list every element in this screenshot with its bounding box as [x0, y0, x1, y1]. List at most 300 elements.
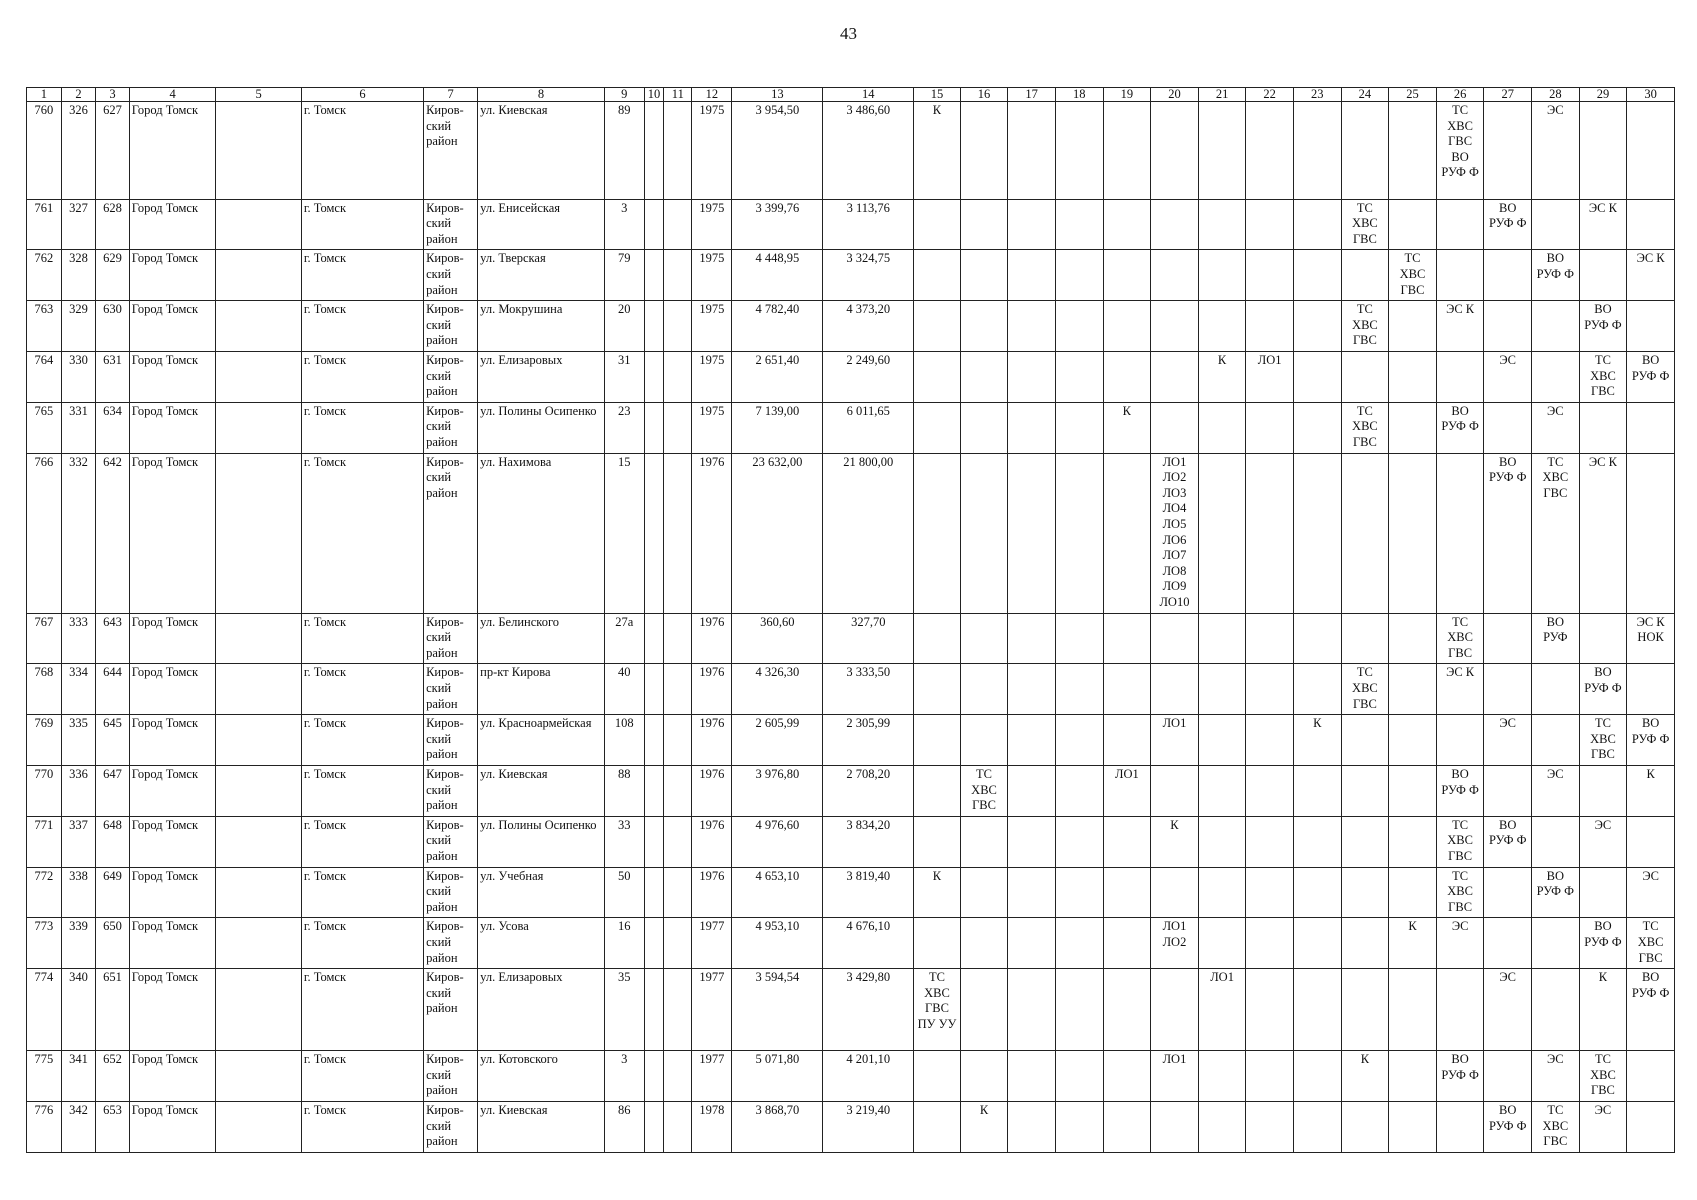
table-cell-col-27: ЭС: [1484, 351, 1532, 402]
table-cell-col-22: ЛО1: [1246, 351, 1294, 402]
table-cell-col-27: [1484, 102, 1532, 200]
table-cell-col-25: [1389, 664, 1437, 715]
table-cell-col-9: 108: [604, 715, 644, 766]
table-cell-col-28: [1532, 301, 1580, 352]
column-header-18: 18: [1055, 88, 1103, 102]
table-cell-col-12: 1975: [692, 402, 732, 453]
table-cell-col-13: 4 326,30: [732, 664, 823, 715]
table-cell-col-1: 762: [27, 250, 62, 301]
table-cell-col-18: [1055, 715, 1103, 766]
table-cell-col-28: [1532, 351, 1580, 402]
table-cell-col-2: 331: [61, 402, 96, 453]
table-cell-col-30: [1627, 199, 1675, 250]
table-cell-col-25: [1389, 715, 1437, 766]
table-cell-col-1: 766: [27, 453, 62, 613]
table-cell-col-2: 328: [61, 250, 96, 301]
table-cell-col-6: г. Томск: [301, 301, 423, 352]
table-cell-col-10: [644, 715, 663, 766]
table-cell-col-19: [1103, 664, 1151, 715]
table-cell-col-8: ул. Полины Осипенко: [478, 816, 605, 867]
table-cell-col-23: [1293, 1101, 1341, 1152]
table-cell-col-2: 336: [61, 765, 96, 816]
table-cell-col-19: [1103, 918, 1151, 969]
table-cell-col-11: [664, 250, 692, 301]
table-cell-col-8: ул. Полины Осипенко: [478, 402, 605, 453]
table-cell-col-15: [914, 402, 961, 453]
table-cell-col-8: ул. Белинского: [478, 613, 605, 664]
table-cell-col-24: [1341, 453, 1389, 613]
column-header-6: 6: [301, 88, 423, 102]
table-cell-col-11: [664, 199, 692, 250]
table-cell-col-25: [1389, 199, 1437, 250]
table-cell-col-10: [644, 301, 663, 352]
table-cell-col-1: 761: [27, 199, 62, 250]
table-cell-col-5: [216, 816, 301, 867]
table-cell-col-28: [1532, 199, 1580, 250]
table-cell-col-9: 3: [604, 199, 644, 250]
table-cell-col-15: [914, 1101, 961, 1152]
table-cell-col-17: [1008, 1051, 1056, 1102]
column-header-15: 15: [914, 88, 961, 102]
table-cell-col-7: Киров- ский район: [424, 664, 478, 715]
table-cell-col-21: [1198, 715, 1246, 766]
table-cell-col-20: ЛО1: [1151, 715, 1199, 766]
table-cell-col-11: [664, 1051, 692, 1102]
table-cell-col-8: ул. Киевская: [478, 1101, 605, 1152]
table-cell-col-18: [1055, 301, 1103, 352]
table-cell-col-26: [1436, 250, 1484, 301]
table-cell-col-26: ТС ХВС ГВС: [1436, 613, 1484, 664]
table-cell-col-21: [1198, 250, 1246, 301]
table-cell-col-25: [1389, 1101, 1437, 1152]
table-cell-col-13: 3 399,76: [732, 199, 823, 250]
table-cell-col-13: 4 976,60: [732, 816, 823, 867]
table-cell-col-20: [1151, 250, 1199, 301]
table-cell-col-24: ТС ХВС ГВС: [1341, 402, 1389, 453]
table-cell-col-21: ЛО1: [1198, 969, 1246, 1051]
table-cell-col-22: [1246, 867, 1294, 918]
table-row: [27, 715, 1675, 766]
table-cell-col-5: [216, 918, 301, 969]
table-cell-col-24: ТС ХВС ГВС: [1341, 664, 1389, 715]
table-cell-col-25: ТС ХВС ГВС: [1389, 250, 1437, 301]
table-cell-col-15: [914, 715, 961, 766]
table-cell-col-23: [1293, 301, 1341, 352]
table-cell-col-12: 1976: [692, 765, 732, 816]
table-cell-col-29: ВО РУФ Ф: [1579, 918, 1627, 969]
table-cell-col-17: [1008, 664, 1056, 715]
table-cell-col-28: ЭС: [1532, 102, 1580, 200]
table-cell-col-28: ВО РУФ Ф: [1532, 250, 1580, 301]
table-cell-col-5: [216, 199, 301, 250]
table-cell-col-21: [1198, 402, 1246, 453]
table-cell-col-30: ЭС: [1627, 867, 1675, 918]
table-cell-col-18: [1055, 102, 1103, 200]
table-cell-col-11: [664, 301, 692, 352]
table-cell-col-1: 771: [27, 816, 62, 867]
table-cell-col-25: [1389, 613, 1437, 664]
table-cell-col-14: 3 834,20: [823, 816, 914, 867]
table-cell-col-27: ВО РУФ Ф: [1484, 453, 1532, 613]
table-cell-col-15: К: [914, 102, 961, 200]
table-cell-col-1: 774: [27, 969, 62, 1051]
table-cell-col-11: [664, 867, 692, 918]
table-cell-col-28: [1532, 969, 1580, 1051]
table-cell-col-5: [216, 1051, 301, 1102]
table-cell-col-26: [1436, 969, 1484, 1051]
table-cell-col-16: [960, 664, 1008, 715]
table-cell-col-18: [1055, 613, 1103, 664]
table-cell-col-11: [664, 715, 692, 766]
table-cell-col-16: [960, 453, 1008, 613]
table-cell-col-12: 1978: [692, 1101, 732, 1152]
table-cell-col-23: [1293, 250, 1341, 301]
table-cell-col-11: [664, 1101, 692, 1152]
table-cell-col-19: [1103, 816, 1151, 867]
table-cell-col-11: [664, 613, 692, 664]
table-cell-col-27: [1484, 867, 1532, 918]
table-cell-col-27: ВО РУФ Ф: [1484, 199, 1532, 250]
column-header-1: 1: [27, 88, 62, 102]
table-cell-col-27: ЭС: [1484, 969, 1532, 1051]
column-header-26: 26: [1436, 88, 1484, 102]
table-cell-col-23: [1293, 765, 1341, 816]
table-cell-col-18: [1055, 351, 1103, 402]
table-cell-col-8: ул. Усова: [478, 918, 605, 969]
table-cell-col-10: [644, 453, 663, 613]
table-cell-col-4: Город Томск: [129, 199, 216, 250]
table-cell-col-8: ул. Учебная: [478, 867, 605, 918]
table-cell-col-13: 4 953,10: [732, 918, 823, 969]
table-cell-col-4: Город Томск: [129, 969, 216, 1051]
table-row: [27, 102, 1675, 200]
table-cell-col-6: г. Томск: [301, 613, 423, 664]
table-cell-col-4: Город Томск: [129, 715, 216, 766]
table-cell-col-20: [1151, 867, 1199, 918]
table-cell-col-7: Киров- ский район: [424, 816, 478, 867]
table-cell-col-13: 23 632,00: [732, 453, 823, 613]
table-cell-col-29: ЭС: [1579, 1101, 1627, 1152]
table-cell-col-25: [1389, 453, 1437, 613]
table-cell-col-4: Город Томск: [129, 664, 216, 715]
table-cell-col-1: 770: [27, 765, 62, 816]
table-cell-col-2: 341: [61, 1051, 96, 1102]
table-cell-col-1: 772: [27, 867, 62, 918]
table-cell-col-24: [1341, 250, 1389, 301]
table-cell-col-8: ул. Киевская: [478, 102, 605, 200]
table-cell-col-9: 40: [604, 664, 644, 715]
table-cell-col-20: ЛО1 ЛО2: [1151, 918, 1199, 969]
table-cell-col-4: Город Томск: [129, 402, 216, 453]
table-cell-col-4: Город Томск: [129, 250, 216, 301]
table-cell-col-24: [1341, 765, 1389, 816]
table-cell-col-25: [1389, 402, 1437, 453]
table-cell-col-10: [644, 918, 663, 969]
table-cell-col-4: Город Томск: [129, 1101, 216, 1152]
table-cell-col-18: [1055, 918, 1103, 969]
table-cell-col-17: [1008, 867, 1056, 918]
table-cell-col-13: 3 954,50: [732, 102, 823, 200]
table-cell-col-5: [216, 402, 301, 453]
table-row: [27, 199, 1675, 250]
table-cell-col-18: [1055, 1101, 1103, 1152]
table-cell-col-15: [914, 918, 961, 969]
table-cell-col-22: [1246, 816, 1294, 867]
table-cell-col-16: [960, 351, 1008, 402]
table-cell-col-29: ТС ХВС ГВС: [1579, 715, 1627, 766]
table-row: [27, 613, 1675, 664]
table-cell-col-20: [1151, 199, 1199, 250]
table-cell-col-30: ВО РУФ Ф: [1627, 969, 1675, 1051]
table-cell-col-28: ЭС: [1532, 402, 1580, 453]
table-cell-col-9: 50: [604, 867, 644, 918]
table-cell-col-20: [1151, 613, 1199, 664]
table-cell-col-13: 7 139,00: [732, 402, 823, 453]
table-row: [27, 301, 1675, 352]
table-cell-col-21: [1198, 765, 1246, 816]
table-cell-col-16: [960, 301, 1008, 352]
column-header-8: 8: [478, 88, 605, 102]
table-cell-col-16: [960, 715, 1008, 766]
table-cell-col-18: [1055, 1051, 1103, 1102]
table-cell-col-10: [644, 199, 663, 250]
table-cell-col-18: [1055, 250, 1103, 301]
table-cell-col-9: 88: [604, 765, 644, 816]
table-cell-col-10: [644, 613, 663, 664]
table-cell-col-6: г. Томск: [301, 351, 423, 402]
column-header-2: 2: [61, 88, 96, 102]
table-cell-col-1: 773: [27, 918, 62, 969]
table-cell-col-11: [664, 351, 692, 402]
table-cell-col-3: 653: [96, 1101, 130, 1152]
table-cell-col-21: [1198, 867, 1246, 918]
table-cell-col-15: [914, 351, 961, 402]
table-cell-col-14: 3 819,40: [823, 867, 914, 918]
table-cell-col-9: 27а: [604, 613, 644, 664]
table-cell-col-8: ул. Красноармейская: [478, 715, 605, 766]
column-header-14: 14: [823, 88, 914, 102]
table-cell-col-16: [960, 402, 1008, 453]
table-cell-col-29: ТС ХВС ГВС: [1579, 351, 1627, 402]
table-cell-col-4: Город Томск: [129, 765, 216, 816]
table-cell-col-6: г. Томск: [301, 1101, 423, 1152]
table-cell-col-3: 631: [96, 351, 130, 402]
table-cell-col-13: 4 653,10: [732, 867, 823, 918]
table-cell-col-14: 3 486,60: [823, 102, 914, 200]
table-cell-col-13: 3 868,70: [732, 1101, 823, 1152]
table-cell-col-28: ТС ХВС ГВС: [1532, 453, 1580, 613]
table-cell-col-4: Город Томск: [129, 1051, 216, 1102]
table-cell-col-29: ВО РУФ Ф: [1579, 301, 1627, 352]
table-cell-col-9: 86: [604, 1101, 644, 1152]
table-cell-col-29: [1579, 613, 1627, 664]
table-cell-col-1: 765: [27, 402, 62, 453]
table-cell-col-14: 3 324,75: [823, 250, 914, 301]
table-cell-col-16: [960, 613, 1008, 664]
table-cell-col-30: [1627, 1051, 1675, 1102]
column-header-11: 11: [664, 88, 692, 102]
table-row: [27, 918, 1675, 969]
column-header-27: 27: [1484, 88, 1532, 102]
table-cell-col-27: ЭС: [1484, 715, 1532, 766]
table-cell-col-28: ЭС: [1532, 765, 1580, 816]
table-cell-col-12: 1977: [692, 1051, 732, 1102]
table-cell-col-24: [1341, 102, 1389, 200]
table-cell-col-13: 4 448,95: [732, 250, 823, 301]
table-cell-col-25: [1389, 351, 1437, 402]
table-cell-col-1: 767: [27, 613, 62, 664]
table-cell-col-26: ТС ХВС ГВС: [1436, 867, 1484, 918]
column-header-16: 16: [960, 88, 1008, 102]
table-cell-col-29: ЭС К: [1579, 453, 1627, 613]
table-cell-col-28: ВО РУФ Ф: [1532, 867, 1580, 918]
table-cell-col-18: [1055, 816, 1103, 867]
column-header-12: 12: [692, 88, 732, 102]
table-cell-col-8: ул. Котовского: [478, 1051, 605, 1102]
table-cell-col-30: [1627, 1101, 1675, 1152]
table-cell-col-13: 5 071,80: [732, 1051, 823, 1102]
table-cell-col-5: [216, 250, 301, 301]
table-cell-col-19: [1103, 969, 1151, 1051]
table-cell-col-4: Город Томск: [129, 816, 216, 867]
table-cell-col-17: [1008, 715, 1056, 766]
table-cell-col-5: [216, 301, 301, 352]
table-cell-col-13: 3 976,80: [732, 765, 823, 816]
table-cell-col-19: К: [1103, 402, 1151, 453]
table-cell-col-30: ВО РУФ Ф: [1627, 351, 1675, 402]
table-cell-col-11: [664, 453, 692, 613]
table-cell-col-10: [644, 816, 663, 867]
table-cell-col-9: 20: [604, 301, 644, 352]
table-cell-col-16: ТС ХВС ГВС: [960, 765, 1008, 816]
table-row: [27, 867, 1675, 918]
table-cell-col-30: ВО РУФ Ф: [1627, 715, 1675, 766]
table-cell-col-17: [1008, 102, 1056, 200]
table-cell-col-23: [1293, 199, 1341, 250]
table-cell-col-8: ул. Елизаровых: [478, 351, 605, 402]
table-cell-col-16: [960, 816, 1008, 867]
table-row: [27, 1101, 1675, 1152]
table-cell-col-20: К: [1151, 816, 1199, 867]
table-cell-col-5: [216, 969, 301, 1051]
table-cell-col-10: [644, 351, 663, 402]
table-cell-col-21: [1198, 301, 1246, 352]
table-cell-col-24: [1341, 613, 1389, 664]
table-cell-col-23: К: [1293, 715, 1341, 766]
table-cell-col-26: ЭС К: [1436, 664, 1484, 715]
table-cell-col-11: [664, 969, 692, 1051]
table-cell-col-26: [1436, 1101, 1484, 1152]
table-cell-col-16: [960, 969, 1008, 1051]
table-cell-col-2: 332: [61, 453, 96, 613]
column-header-25: 25: [1389, 88, 1437, 102]
table-cell-col-22: [1246, 402, 1294, 453]
table-cell-col-29: ЭС К: [1579, 199, 1627, 250]
table-cell-col-24: [1341, 1101, 1389, 1152]
table-cell-col-22: [1246, 969, 1294, 1051]
table-cell-col-10: [644, 1051, 663, 1102]
table-cell-col-18: [1055, 969, 1103, 1051]
table-cell-col-3: 647: [96, 765, 130, 816]
table-cell-col-7: Киров- ский район: [424, 102, 478, 200]
page-number: 43: [840, 24, 857, 43]
table-cell-col-3: 628: [96, 199, 130, 250]
table-cell-col-20: [1151, 402, 1199, 453]
table-cell-col-18: [1055, 867, 1103, 918]
table-cell-col-4: Город Томск: [129, 918, 216, 969]
table-cell-col-17: [1008, 1101, 1056, 1152]
table-cell-col-25: К: [1389, 918, 1437, 969]
table-cell-col-30: К: [1627, 765, 1675, 816]
column-header-20: 20: [1151, 88, 1199, 102]
table-cell-col-8: ул. Нахимова: [478, 453, 605, 613]
table-cell-col-21: [1198, 102, 1246, 200]
table-cell-col-20: [1151, 102, 1199, 200]
table-cell-col-27: [1484, 402, 1532, 453]
table-cell-col-29: [1579, 867, 1627, 918]
table-cell-col-1: 760: [27, 102, 62, 200]
table-cell-col-22: [1246, 1051, 1294, 1102]
table-cell-col-12: 1975: [692, 301, 732, 352]
table-cell-col-3: 648: [96, 816, 130, 867]
table-cell-col-30: ТС ХВС ГВС: [1627, 918, 1675, 969]
table-cell-col-12: 1975: [692, 102, 732, 200]
table-cell-col-6: г. Томск: [301, 715, 423, 766]
table-cell-col-6: г. Томск: [301, 199, 423, 250]
table-cell-col-16: [960, 867, 1008, 918]
table-cell-col-17: [1008, 453, 1056, 613]
table-cell-col-11: [664, 402, 692, 453]
table-cell-col-29: ТС ХВС ГВС: [1579, 1051, 1627, 1102]
table-cell-col-12: 1976: [692, 453, 732, 613]
table-cell-col-13: 2 605,99: [732, 715, 823, 766]
table-cell-col-11: [664, 918, 692, 969]
table-cell-col-14: 3 113,76: [823, 199, 914, 250]
table-cell-col-21: К: [1198, 351, 1246, 402]
table-cell-col-3: 645: [96, 715, 130, 766]
table-cell-col-23: [1293, 969, 1341, 1051]
table-cell-col-12: 1976: [692, 715, 732, 766]
table-cell-col-15: [914, 765, 961, 816]
table-cell-col-9: 89: [604, 102, 644, 200]
column-header-29: 29: [1579, 88, 1627, 102]
table-cell-col-13: 360,60: [732, 613, 823, 664]
table-cell-col-11: [664, 765, 692, 816]
table-cell-col-26: ВО РУФ Ф: [1436, 402, 1484, 453]
table-cell-col-12: 1976: [692, 664, 732, 715]
table-cell-col-18: [1055, 453, 1103, 613]
table-cell-col-5: [216, 453, 301, 613]
table-cell-col-26: [1436, 453, 1484, 613]
table-cell-col-29: [1579, 102, 1627, 200]
table-cell-col-13: 4 782,40: [732, 301, 823, 352]
table-cell-col-23: [1293, 402, 1341, 453]
table-cell-col-7: Киров- ский район: [424, 969, 478, 1051]
table-cell-col-5: [216, 613, 301, 664]
table-cell-col-2: 326: [61, 102, 96, 200]
table-row: [27, 664, 1675, 715]
table-cell-col-11: [664, 102, 692, 200]
table-cell-col-25: [1389, 1051, 1437, 1102]
table-cell-col-26: [1436, 715, 1484, 766]
table-cell-col-6: г. Томск: [301, 250, 423, 301]
table-cell-col-23: [1293, 664, 1341, 715]
table-cell-col-24: [1341, 715, 1389, 766]
table-cell-col-8: пр-кт Кирова: [478, 664, 605, 715]
table-cell-col-20: [1151, 664, 1199, 715]
table-cell-col-12: 1976: [692, 867, 732, 918]
table-cell-col-23: [1293, 867, 1341, 918]
